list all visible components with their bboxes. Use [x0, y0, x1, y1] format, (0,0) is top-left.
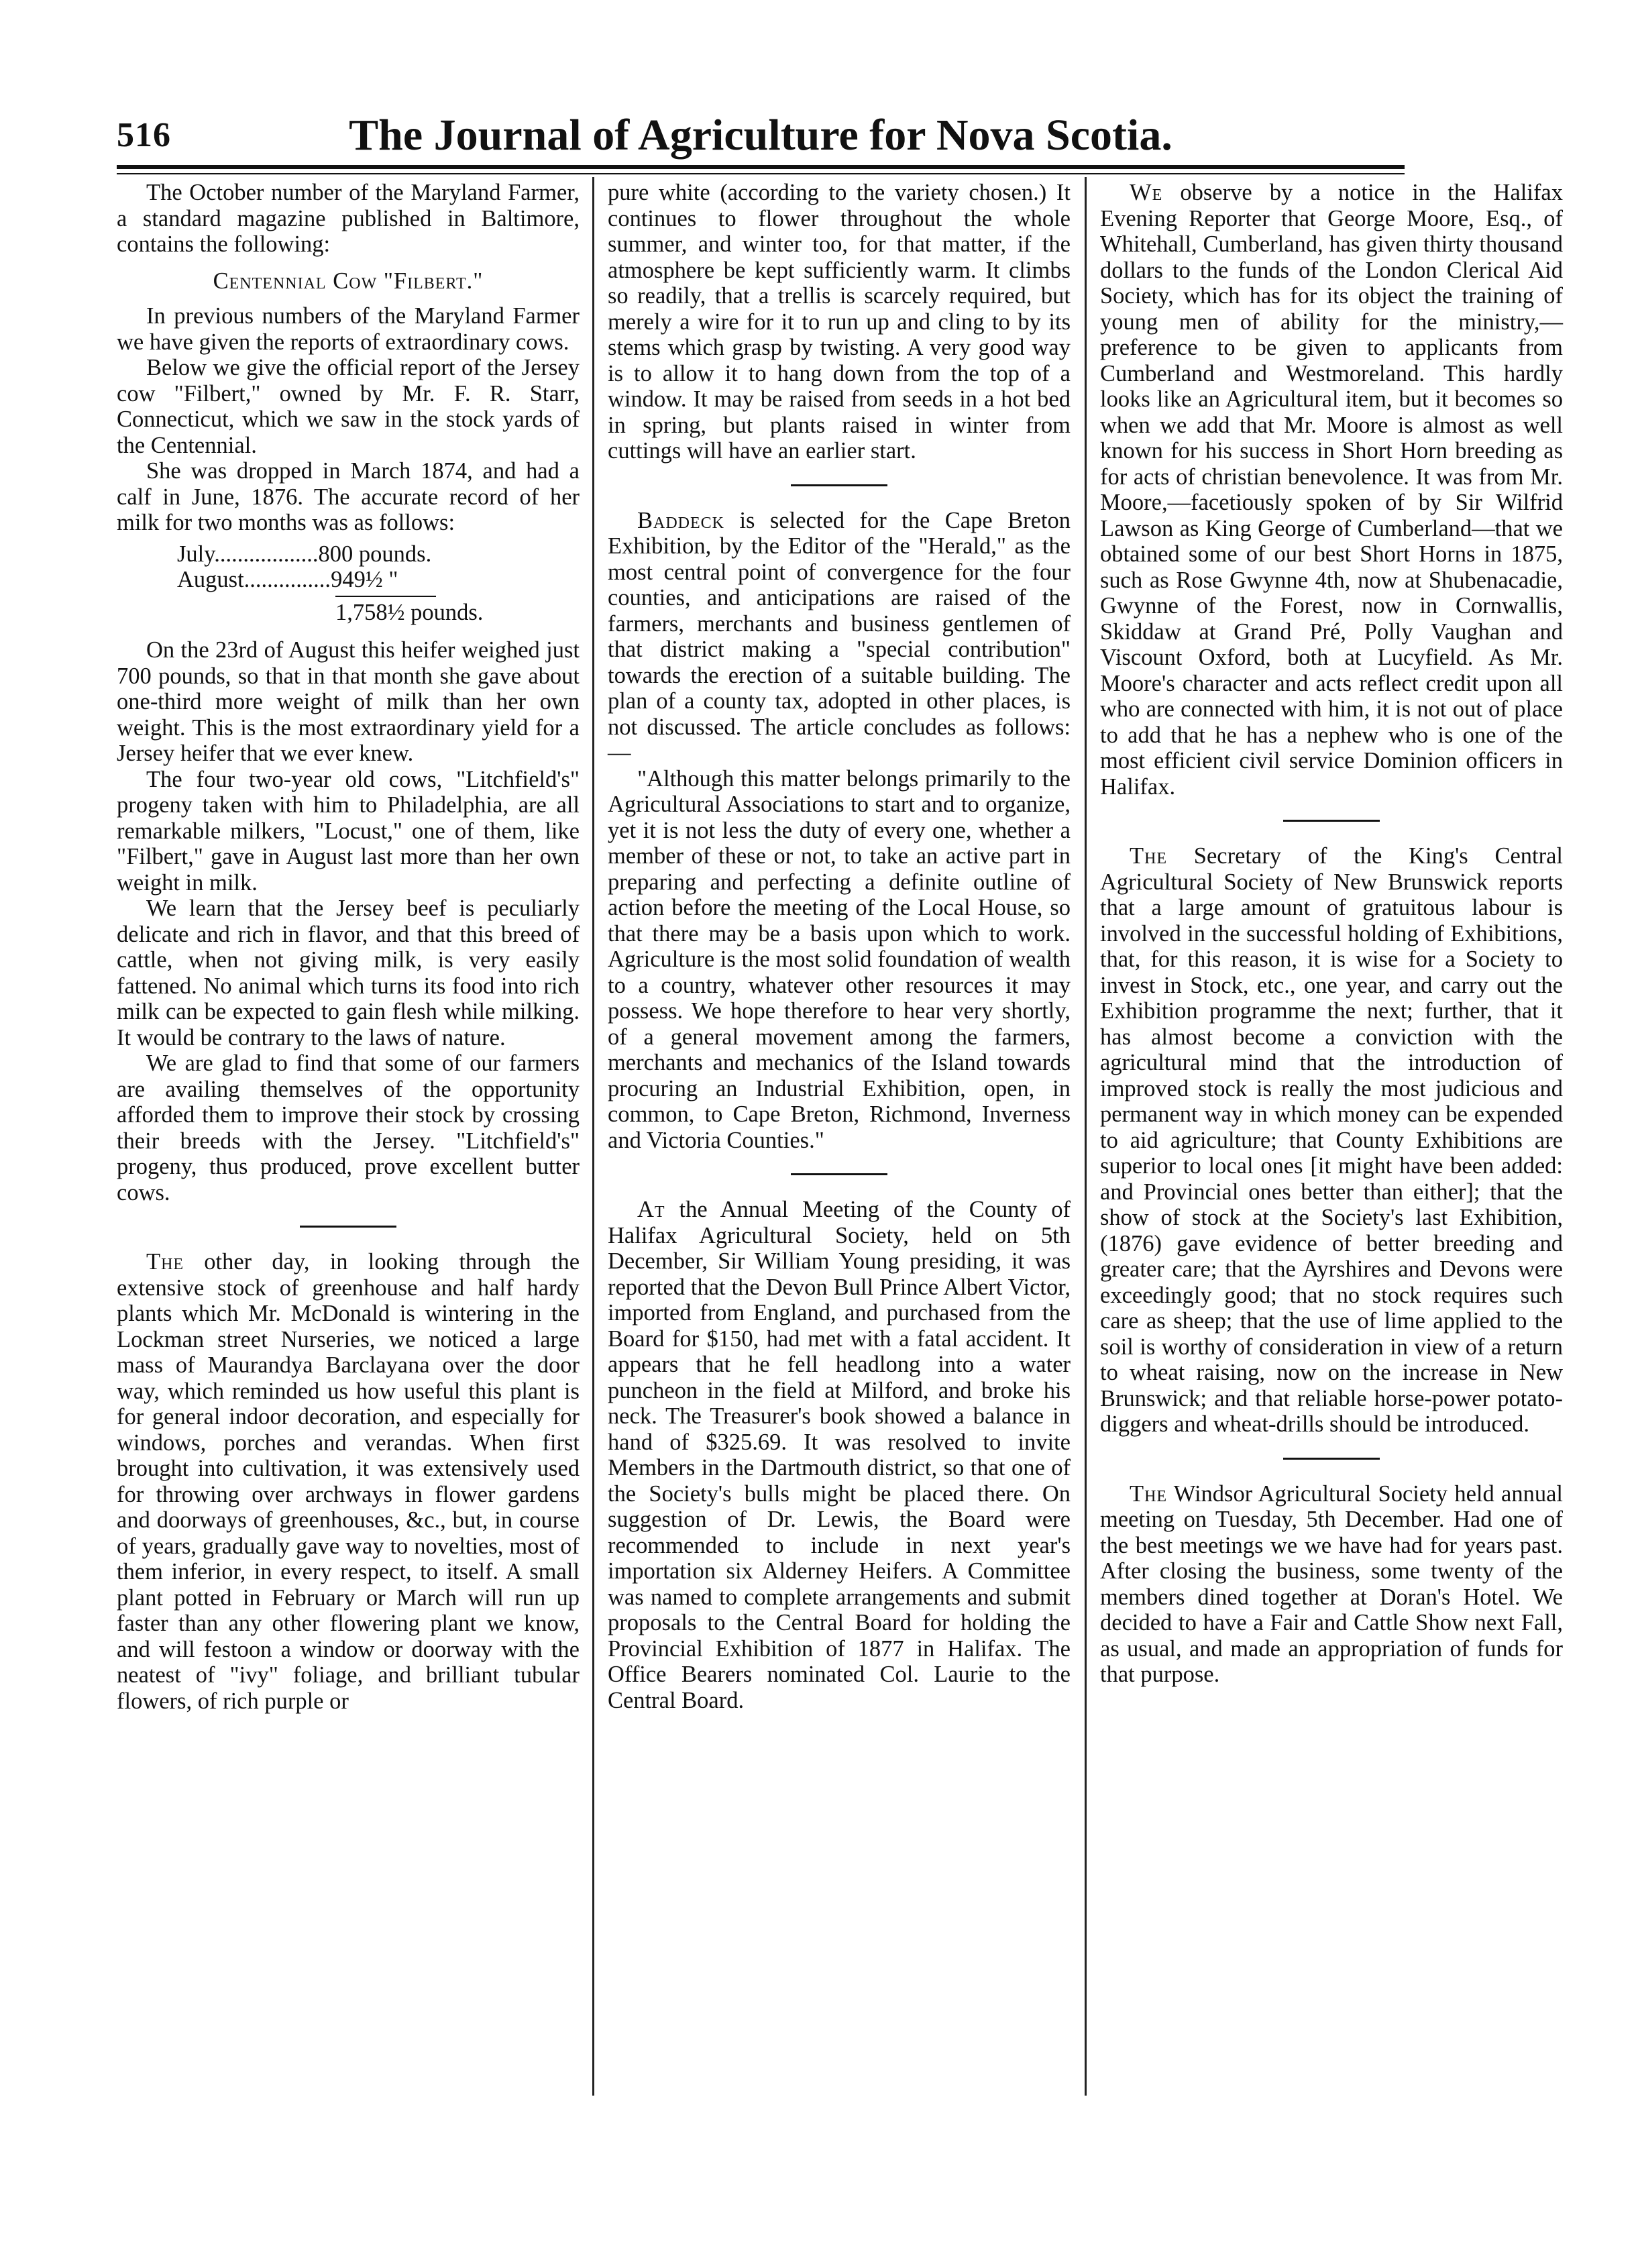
article-heading: Centennial Cow "Filbert." [213, 268, 484, 294]
milk-amount: 949½ " [331, 567, 398, 592]
paragraph-text: Secretary of the King's Central Agricultural Society of New Brunswick reports that a large amount of gratuitous labour is involved in the successful holding of Exhibitions, that, for this reason, it is wise for a Society to invest in Stock, etc., one year, and carry out the Exhibition programme the next; further, that it has almost become a conviction with the agricultural mind that the introduction of improved stock is really the most judicious and permanent way in which money can be expended to aid agriculture; that County Exhibitions are superior to local ones [it might have been added: and Provincial ones better than either]; that the show of stock at the Society's last Exhibition, (1876) gave evidence of better breeding and greater care; that the Ayrshires and Devons were exceedingly good; that no stock requires such care as sheep; that the use of lime applied to the soil is worthy of consideration in view of a return to wheat raising, now on the increase in New Brunswick; and that reliable horse-power potato-diggers and wheat-drills should be introduced. [1100, 843, 1563, 1437]
journal-title: The Journal of Agriculture for Nova Scotia. [349, 111, 1172, 160]
paragraph [1100, 843, 1563, 1438]
page-header [117, 106, 1405, 166]
milk-row [177, 541, 580, 568]
paragraph-text: is selected for the Cape Breton Exhibition, by the Editor of the "Herald," as the most central point of convergence for the four counties, and anticipations are raised of the farmers, merchants and business gentlemen of that district making a "special contribution" towards the erection of a suitable building. The plan of a county tax, adopted in other places, is not discussed. The article concludes as follows:— [608, 507, 1071, 765]
header-rule-thin [117, 173, 1405, 174]
lead-word: The [1130, 1480, 1168, 1507]
lead-word: At [637, 1197, 665, 1222]
paragraph-text: Windsor Agricultural Society held annual meeting on Tuesday, 5th December. Had one of the best meetings we we have had for years past. After closing the business, some twenty of the members dined together at Doran's Hotel. We decided to have a Fair and Cattle Show next Fall, as usual, and made an appropriation of funds for that purpose. [1100, 1480, 1563, 1687]
paragraph-text: other day, in looking through the extensive stock of greenhouse and half hardy plants which Mr. McDonald is wintering in the Lockman street Nurseries, we noticed a large mass of Maurandya Barclayana over the door way, which reminded us how useful this plant is for general indoor decoration, and especially for windows, porches and verandas. When first brought into cultivation, it was extensively used for throwing over archways in flower gardens and doorways of greenhouses, &c., but, in course of years, gradually gave way to novelties, most of them inferior, in every respect, to itself. A small plant potted in February or March will run up faster than any other flowering plant we know, and will festoon a window or doorway with the neatest of "ivy" foliage, and brilliant tubular flowers, of rich purple or [117, 1249, 580, 1714]
paragraph: "Although this matter belongs primarily to the Agricultural Associations to start and to organize, yet it is not less the duty of every one, whether a member of these or not, to take an active part in preparing and perfecting a definite outline of action before the meeting of the Local House, so that there may be a basis upon which to work. Agriculture is the most solid foundation of wealth to a country, whatever other resources it may possess. We hope therefore to hear very shortly, of a general movement among the farmers, merchants and mechanics of the Island towards procuring an Industrial Exhibition, open, in common, to Cape Breton, Richmond, Inverness and Victoria Counties." [608, 765, 1071, 1153]
lead-word: Baddeck [637, 507, 725, 533]
header-rule-thick [117, 165, 1405, 169]
paragraph: In previous numbers of the Maryland Farmer we have given the reports of extraordinary cows. [117, 303, 580, 355]
paragraph [608, 508, 1071, 766]
paragraph: pure white (according to the variety chosen.) It continues to flower throughout the whole summer, and winter too, for that matter, if the atmosphere be kept sufficiently warm. It climbs so readily, that a trellis is scarcely required, but merely a wire for it to run up and cling to by its stems which grasp by twisting. A very good way is to allow it to hang down from the top of a window. It may be raised from seeds in a hot bed in spring, but plants raised in winter from cuttings will have an earlier start. [608, 180, 1071, 464]
section-separator [1283, 1458, 1380, 1460]
section-separator [1283, 820, 1380, 822]
paragraph: We are glad to find that some of our farmers are availing themselves of the opportunity afforded them to improve their stock by crossing their breeds with the Jersey. "Litchfield's" progeny, thus produced, prove excellent butter cows. [117, 1050, 580, 1205]
paragraph: She was dropped in March 1874, and had a calf in June, 1876. The accurate record of her milk for two months was as follows: [117, 458, 580, 535]
paragraph-text: observe by a notice in the Halifax Evening Reporter that George Moore, Esq., of Whitehall, Cumberland, has given thirty thousand dollars to the funds of the London Clerical Aid Society, which has for its object the training of young men of ability for the ministry,—preference to be given to applicants from Cumberland and Westmoreland. This hardly looks like an Agricultural item, but it becomes so when we add that Mr. Moore is almost as well known for his success in Short Horn breeding as for acts of christian benevolence. It was from Mr. Moore,—facetiously spoken of by Sir Wilfrid Lawson as King George of Cumberland—that we obtained some of our best Short Horns in 1875, such as Rose Gwynne 4th, now at Shubenacadie, Gwynne of the Forest, now in Cornwallis, Skiddaw at Grand Pré, Polly Vaughan and Viscount Oxford, both at Lucyfield. As Mr. Moore's character and acts reflect credit upon all who are connected with him, it is not out of place to add that he has a nephew who is one of the most efficient civil service Dominion officers in Halifax. [1100, 180, 1563, 800]
lead-word: We [1130, 180, 1163, 205]
paragraph: Below we give the official report of the Jersey cow "Filbert," owned by Mr. F. R. Starr, Connecticut, which we saw in the stock yards of the Centennial. [117, 355, 580, 458]
section-separator [791, 484, 887, 486]
milk-month: August............... [177, 567, 331, 592]
paragraph: We learn that the Jersey beef is peculiarly delicate and rich in flavor, and that this breed of cattle, when not giving milk, is very easily fattened. No animal which turns its food into rich milk can be expected to gain flesh while milking. It would be contrary to the laws of nature. [117, 896, 580, 1050]
milk-month: July.................. [177, 541, 319, 567]
milk-record-table [177, 541, 580, 593]
column-divider [592, 177, 594, 2096]
paragraph [1100, 1481, 1563, 1688]
milk-total: 1,758½ pounds. [117, 600, 580, 626]
paragraph: The four two-year old cows, "Litchfield's" progeny taken with him to Philadelphia, are all remarkable milkers, "Locust," one of them, like "Filbert," gave in August last more than her own weight in milk. [117, 766, 580, 896]
column-left [117, 180, 580, 1714]
paragraph [608, 1197, 1071, 1713]
milk-amount: 800 pounds. [318, 541, 432, 567]
milk-row [177, 567, 580, 593]
paragraph [117, 1249, 580, 1714]
section-separator [300, 1226, 396, 1228]
lead-word: The [146, 1249, 184, 1275]
section-separator [791, 1173, 887, 1175]
column-divider [1085, 177, 1087, 2096]
paragraph-text: the Annual Meeting of the County of Halifax Agricultural Society, held on 5th December, Sir William Young presiding, it was reported that the Devon Bull Prince Albert Victor, imported from England, and purchased from the Board for $150, had met with a fatal accident. It appears that he fell headlong into a water puncheon in the field at Milford, and broke his neck. The Treasurer's book showed a balance in hand of $325.69. It was resolved to invite Members in the Dartmouth district, so that one of the Society's bulls might be placed there. On suggestion of Dr. Lewis, the Board were recommended to include in next year's importation six Alderney Heifers. A Committee was named to complete arrangements and submit proposals to the Central Board for holding the Provincial Exhibition of 1877 in Halifax. The Office Bearers nominated Col. Laurie to the Central Board. [608, 1197, 1071, 1713]
paragraph [1100, 180, 1563, 800]
paragraph: The October number of the Maryland Farmer, a standard magazine published in Baltimore, contains the following: [117, 180, 580, 257]
page-number: 516 [117, 116, 171, 154]
column-middle [608, 180, 1071, 1713]
column-right [1100, 180, 1563, 1688]
paragraph: On the 23rd of August this heifer weighed just 700 pounds, so that in that month she gave about one-third more weight of milk than her own weight. This is the most extraordinary yield for a Jersey heifer that we ever knew. [117, 637, 580, 766]
lead-word: The [1130, 843, 1168, 869]
